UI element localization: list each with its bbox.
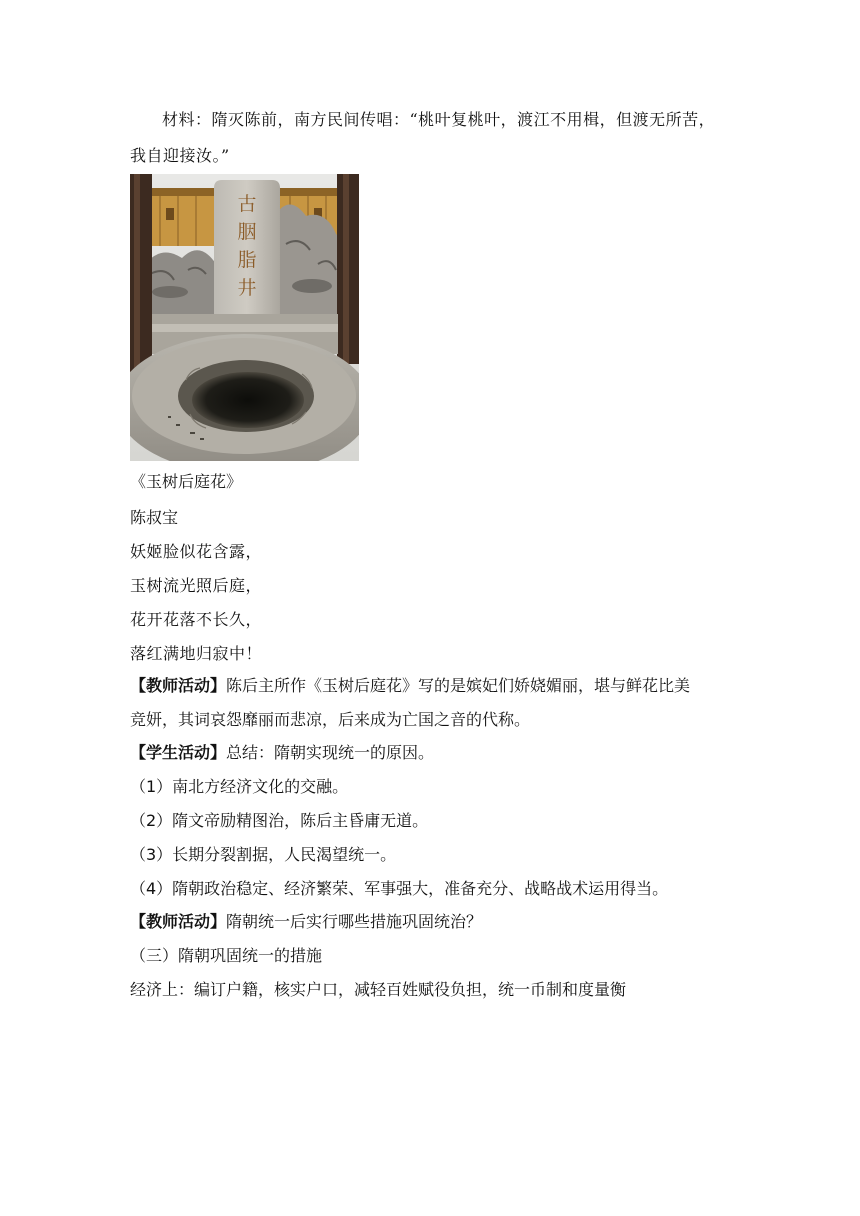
reason-item-3: （3）长期分裂割据，人民渴望统一。 — [130, 845, 397, 864]
economy-measures: 经济上：编订户籍，核实户口，减轻百姓赋役负担，统一币制和度量衡 — [130, 980, 627, 999]
teacher-activity-2-text: 隋朝统一后实行哪些措施巩固统治？ — [226, 912, 483, 931]
student-activity-text: 总结：隋朝实现统一的原因。 — [226, 743, 435, 762]
stele-char-1: 古 — [237, 193, 257, 215]
teacher-activity-2 — [130, 912, 482, 932]
well-photo-image — [130, 174, 359, 461]
stele-char-2: 胭 — [237, 221, 257, 243]
material-line-1: 材料：隋灭陈前，南方民间传唱：“桃叶复桃叶，渡江不用楫，但渡无所苦， — [162, 110, 716, 129]
reason-item-4: （4）隋朝政治稳定、经济繁荣、军事强大，准备充分、战略战术运用得当。 — [130, 879, 669, 898]
poem-line-1: 妖姬脸似花含露， — [130, 542, 263, 561]
student-activity-tag: 【学生活动】 — [130, 743, 227, 762]
reason-item-2: （2）隋文帝励精图治，陈后主昏庸无道。 — [130, 811, 429, 830]
poem-line-2: 玉树流光照后庭， — [130, 576, 263, 595]
section-heading: （三）隋朝巩固统一的措施 — [130, 946, 323, 965]
reason-item-1: （1）南北方经济文化的交融。 — [130, 777, 349, 796]
well-photo — [130, 174, 359, 461]
teacher-activity-1 — [130, 676, 690, 696]
student-activity — [130, 743, 434, 763]
teacher-activity-tag: 【教师活动】 — [130, 676, 227, 695]
poem-line-3: 花开花落不长久， — [130, 610, 263, 629]
stele-char-3: 脂 — [237, 249, 257, 271]
material-line-2: 我自迎接汝。” — [130, 146, 230, 165]
teacher-activity-2-tag: 【教师活动】 — [130, 912, 227, 931]
teacher-activity-text: 陈后主所作《玉树后庭花》写的是嫔妃们娇娆媚丽，堪与鲜花比美 — [226, 676, 691, 695]
poem-title: 《玉树后庭花》 — [130, 472, 243, 491]
poem-author: 陈叔宝 — [130, 508, 179, 527]
poem-line-4: 落红满地归寂中！ — [130, 644, 263, 663]
teacher-activity-1-cont: 竞妍，其词哀怨靡丽而悲凉，后来成为亡国之音的代称。 — [130, 710, 531, 729]
stele-char-4: 井 — [237, 277, 257, 299]
